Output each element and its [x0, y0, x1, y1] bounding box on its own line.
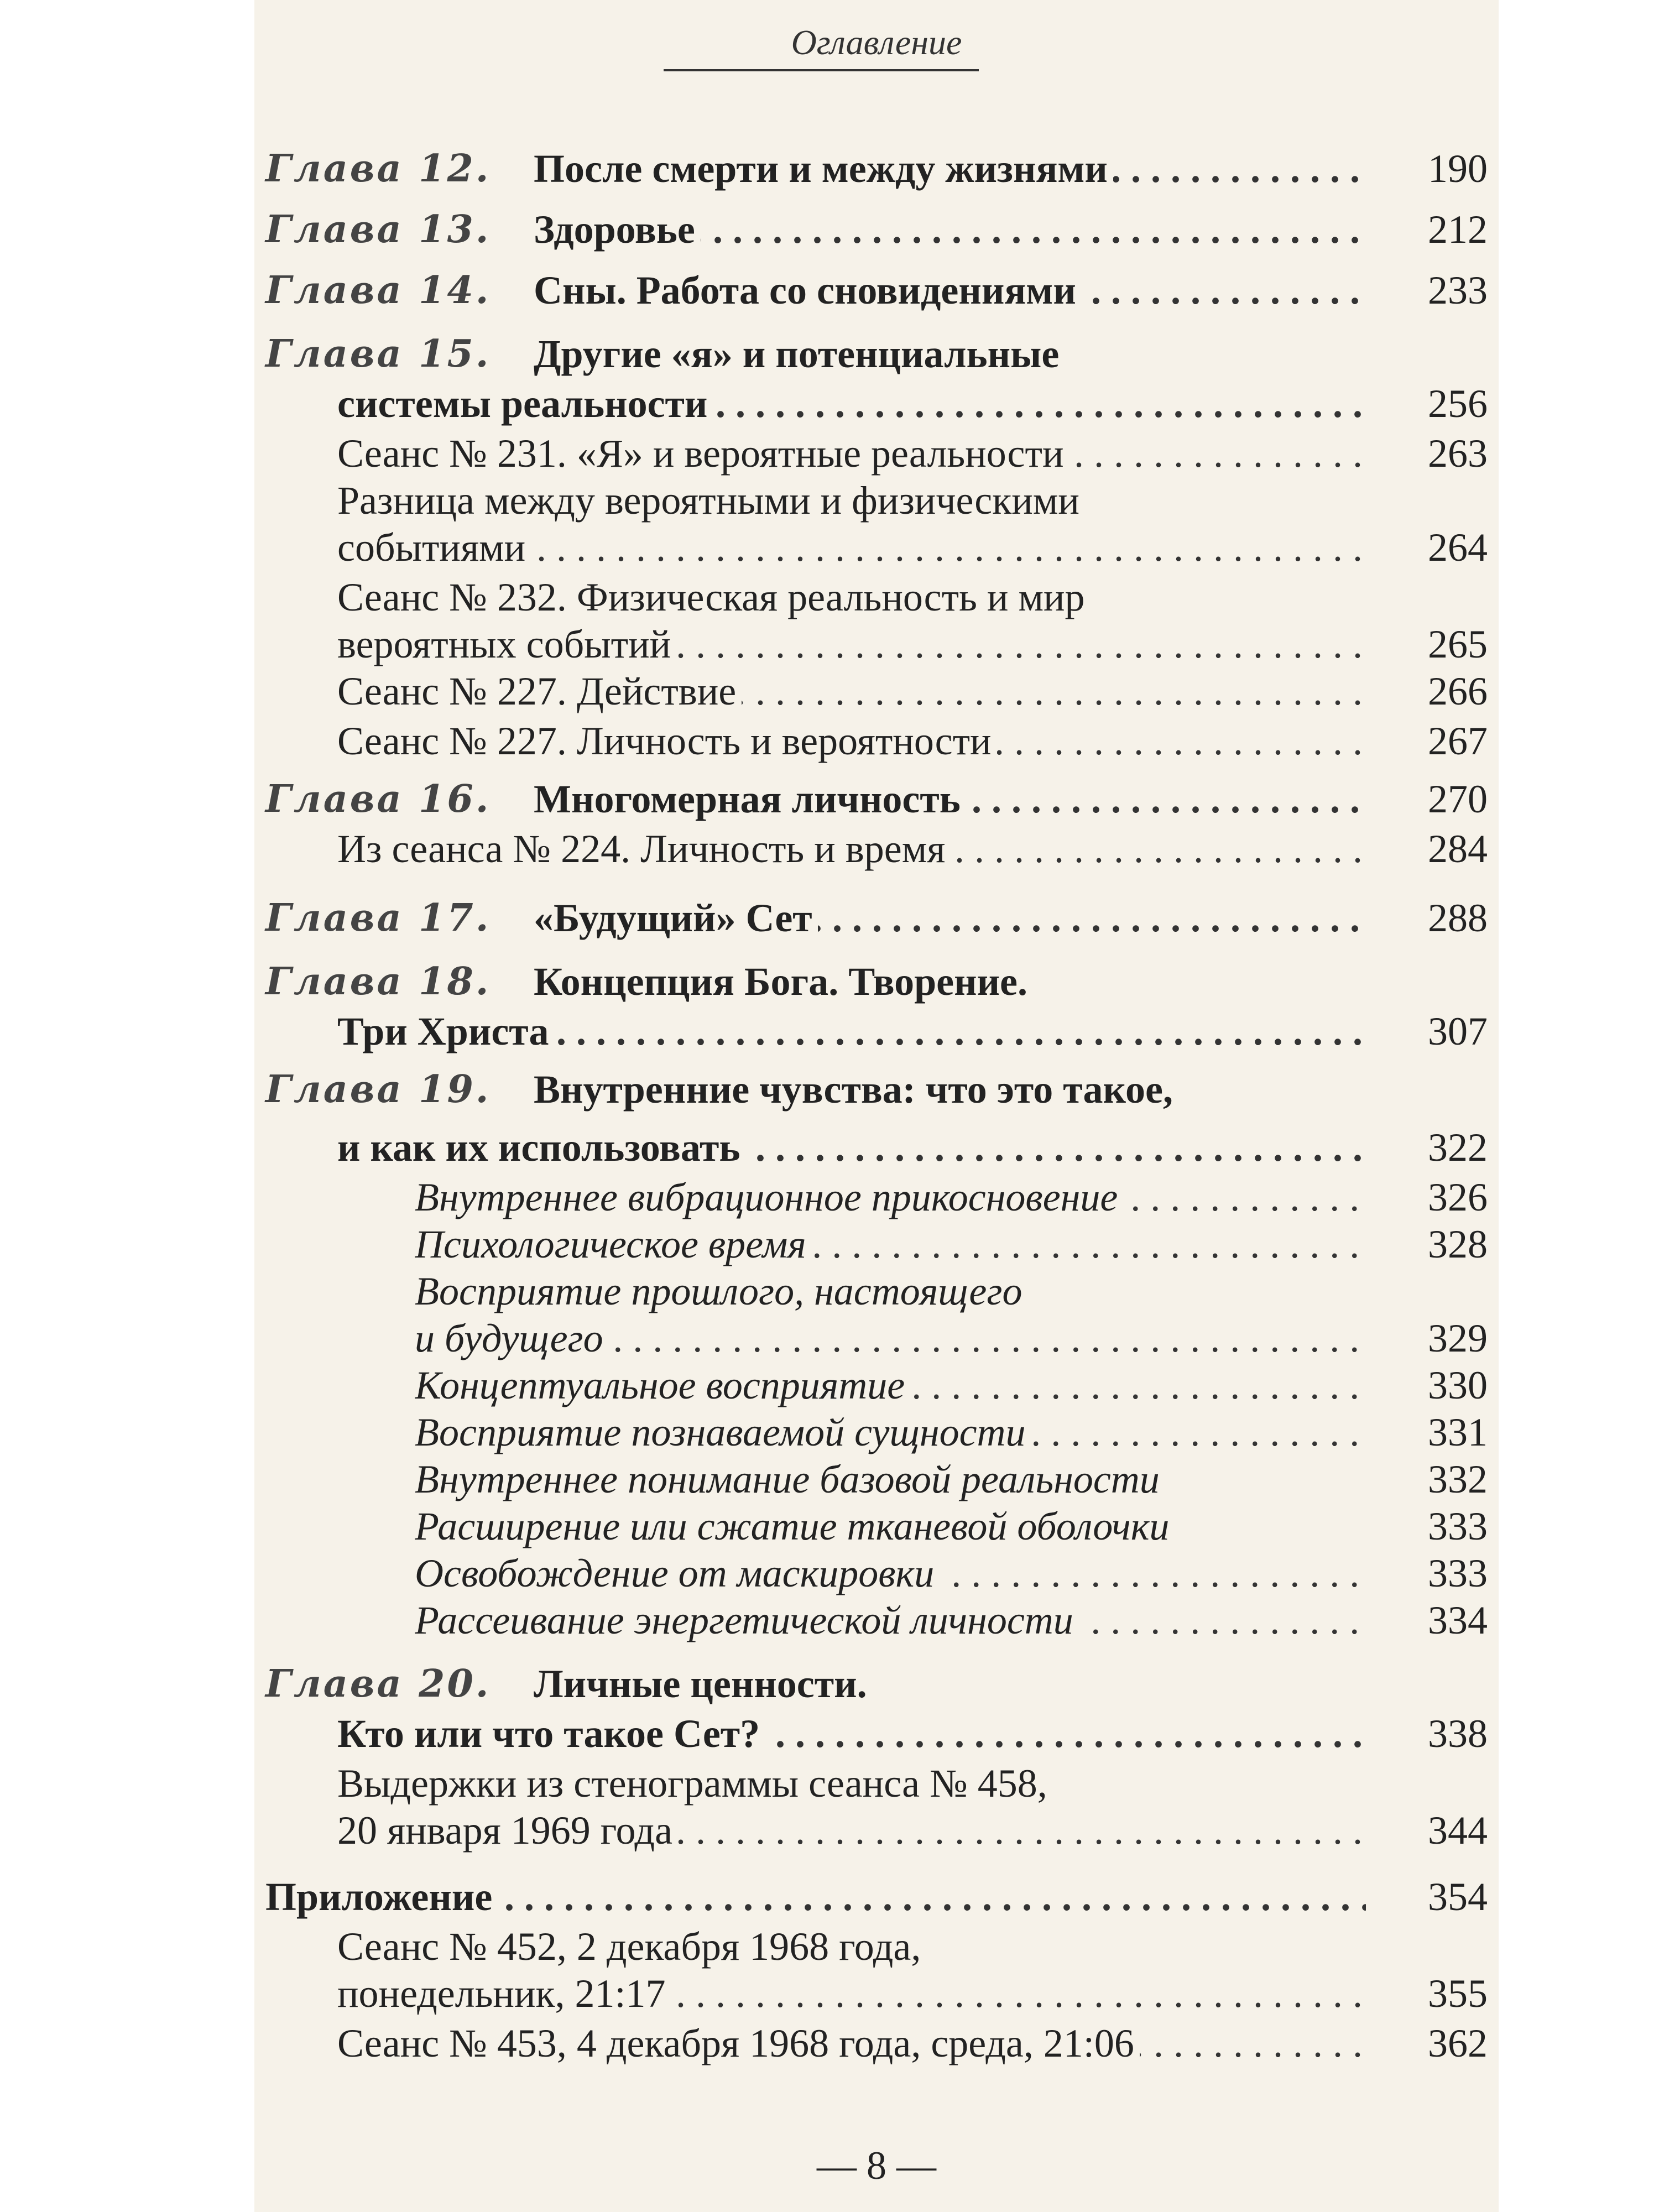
page-number: 354	[1428, 1875, 1488, 1919]
page-number: 332	[1428, 1457, 1488, 1501]
entry-title: вероятных событий . . .	[337, 619, 1366, 669]
entry-title: событиями . . .	[337, 523, 1366, 572]
page-number: 284	[1428, 827, 1488, 871]
page-number: 326	[1428, 1175, 1488, 1219]
entry-title: Многомерная личность . . .	[534, 774, 1366, 824]
page-number: 270	[1428, 777, 1488, 821]
page-number: 307	[1428, 1009, 1488, 1053]
entry-title: Три Христа . . .	[337, 1006, 1366, 1056]
entry-title: Из сеанса № 224. Личность и время . . .	[337, 824, 1366, 874]
page-number: 212	[1428, 207, 1488, 252]
chapter-label: Глава 16.	[265, 777, 491, 821]
chapter-label: Глава 13.	[265, 207, 491, 252]
entry-title: «Будущий» Сет . . .	[534, 893, 1366, 943]
entry-title: Выдержки из стенограммы сеанса № 458,	[337, 1759, 1471, 1808]
page-number: 266	[1428, 669, 1488, 713]
entry-title: Сеанс № 227. Действие . . .	[337, 666, 1366, 716]
entry-title: Восприятие прошлого, настоящего	[415, 1266, 1471, 1316]
page-number: 362	[1428, 2021, 1488, 2065]
page-number: 330	[1428, 1363, 1488, 1407]
chapter-label: Глава 14.	[265, 268, 491, 312]
entry-title: 20 января 1969 года . . .	[337, 1806, 1366, 1855]
page-number: 190	[1428, 147, 1488, 191]
page-number: 256	[1428, 382, 1488, 426]
entry-title: понедельник, 21:17 . . .	[337, 1969, 1366, 2018]
entry-title: Сеанс № 453, 4 декабря 1968 года, среда, 21:06 . . .	[337, 2018, 1366, 2068]
entry-title: Сеанс № 227. Личность и вероятности . . .	[337, 716, 1366, 766]
chapter-label: Глава 20.	[265, 1662, 491, 1706]
entry-title: После смерти и между жизнями . . .	[534, 144, 1366, 194]
entry-title: Концептуальное восприятие . . .	[415, 1360, 1366, 1410]
page-number: 267	[1428, 719, 1488, 763]
entry-title: Рассеивание энергетической личности . . .	[415, 1595, 1366, 1645]
entry-title: Внутреннее понимание базовой реальности	[415, 1454, 1471, 1504]
page-number: 338	[1428, 1712, 1488, 1756]
entry-title: Концепция Бога. Творение.	[534, 957, 1471, 1006]
entry-title: Здоровье . . .	[534, 205, 1366, 254]
entry-title: Другие «я» и потенциальные	[534, 329, 1471, 379]
chapter-label: Глава 15.	[265, 332, 491, 376]
page-number: 328	[1428, 1222, 1488, 1266]
entry-title: Сеанс № 452, 2 декабря 1968 года,	[337, 1922, 1471, 1971]
page-number: 333	[1428, 1551, 1488, 1595]
book-page	[254, 0, 1499, 2212]
page-number: 344	[1428, 1808, 1488, 1853]
chapter-label: Глава 12.	[265, 147, 491, 191]
entry-title: Сеанс № 231. «Я» и вероятные реальности . . .	[337, 429, 1366, 478]
entry-title: Внутренние чувства: что это такое,	[534, 1065, 1471, 1114]
entry-title: и как их использовать . . .	[337, 1123, 1366, 1172]
entry-title: Расширение или сжатие тканевой оболочки	[415, 1501, 1471, 1551]
page-number: 265	[1428, 622, 1488, 666]
entry-title: и будущего . . .	[415, 1313, 1366, 1363]
page-number: 355	[1428, 1971, 1488, 2016]
entry-title: Кто или что такое Сет? . . .	[337, 1709, 1366, 1759]
running-header: Оглавление	[791, 23, 962, 62]
page-number: 333	[1428, 1504, 1488, 1548]
entry-title: Освобождение от маскировки . . .	[415, 1548, 1366, 1598]
page-number: 233	[1428, 268, 1488, 312]
entry-title: Психологическое время . . .	[415, 1219, 1366, 1269]
entry-title: Личные ценности.	[534, 1659, 1471, 1709]
page-number: 331	[1428, 1410, 1488, 1454]
entry-title: системы реальности . . .	[337, 379, 1366, 429]
page-number: 263	[1428, 431, 1488, 476]
page-number: 264	[1428, 525, 1488, 570]
entry-title: Разница между вероятными и физическими	[337, 476, 1471, 525]
page-number: 288	[1428, 896, 1488, 940]
entry-title: Восприятие познаваемой сущности . . .	[415, 1407, 1366, 1457]
entry-title: Внутреннее вибрационное прикосновение . . .	[415, 1172, 1366, 1222]
chapter-label: Глава 19.	[265, 1067, 491, 1112]
page-number: 329	[1428, 1316, 1488, 1360]
entry-title: Сны. Работа со сновидениями . . .	[534, 265, 1366, 315]
page-number: 322	[1428, 1125, 1488, 1170]
header-rule	[664, 69, 979, 71]
entry-title: Сеанс № 232. Физическая реальность и мир	[337, 572, 1471, 622]
chapter-label: Глава 18.	[265, 959, 491, 1004]
page-number: 334	[1428, 1598, 1488, 1642]
entry-title: Приложение . . .	[265, 1872, 1366, 1922]
chapter-label: Глава 17.	[265, 896, 491, 940]
page-number-footer: — 8 —	[817, 2143, 936, 2188]
